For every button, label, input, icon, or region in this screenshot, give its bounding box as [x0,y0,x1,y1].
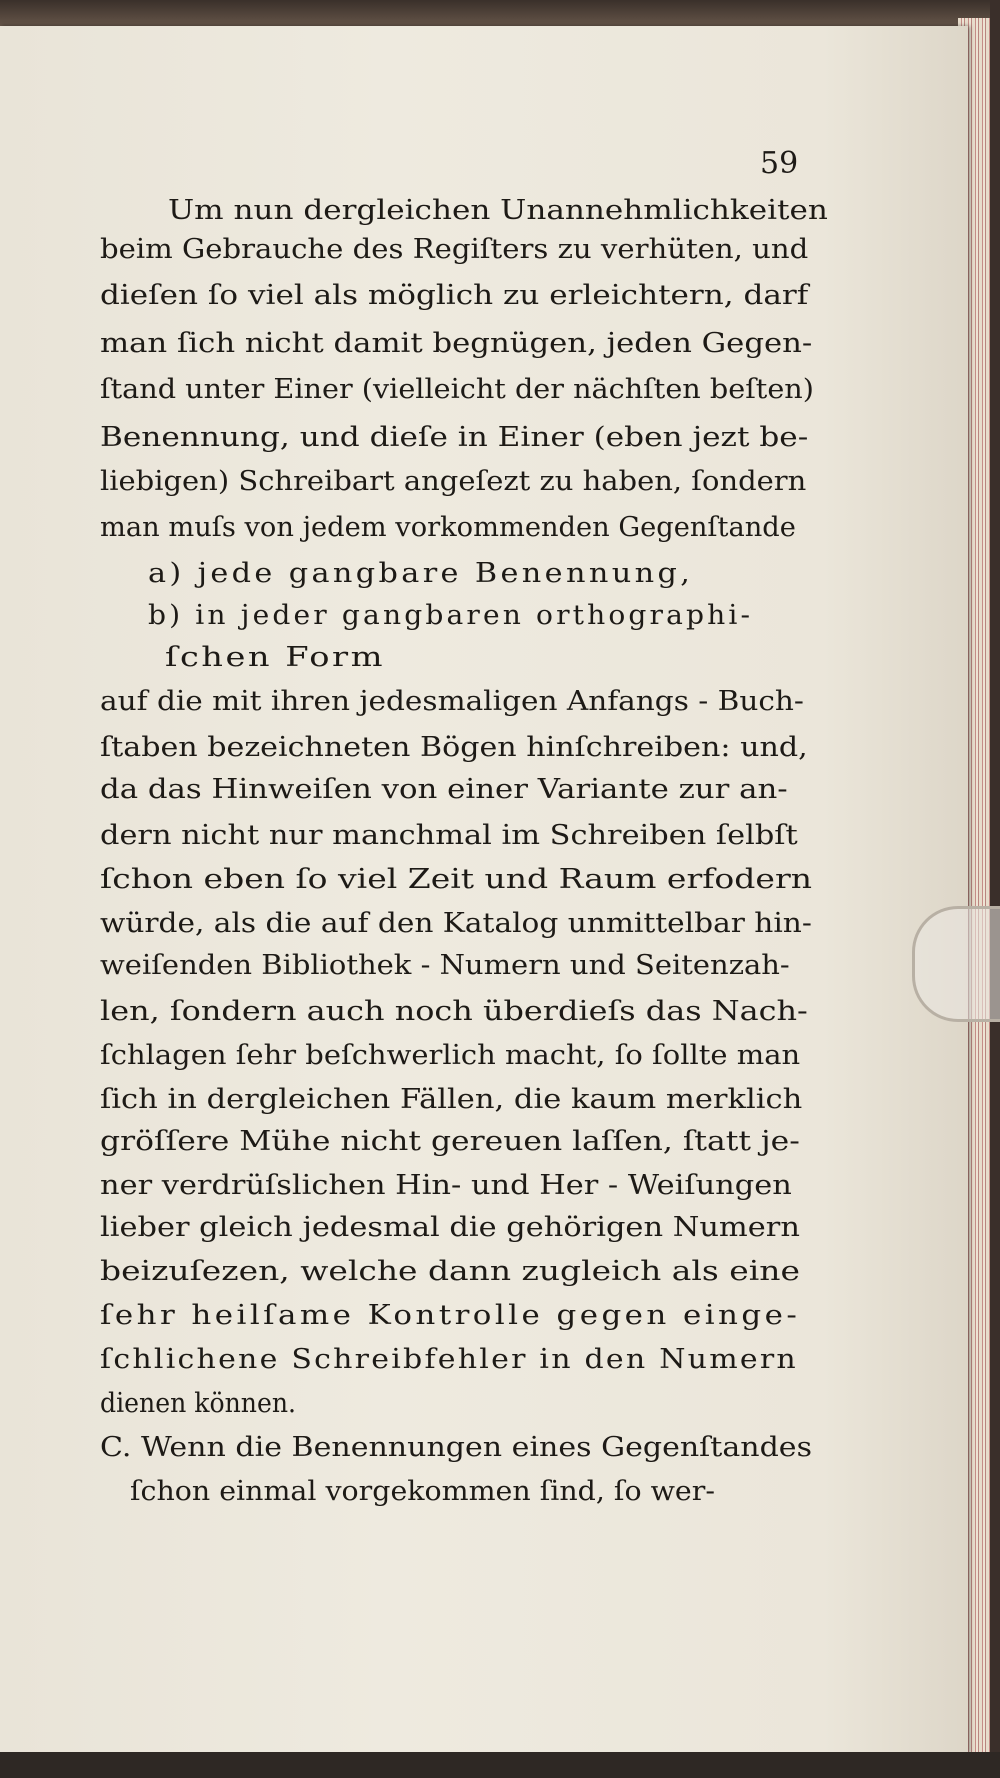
text-line: beim Gebrauche des Regiſters zu verhüten, und [100,234,809,265]
text-line: beizuſezen, welche dann zugleich als eine [100,1256,800,1287]
text-line: man muſs von jedem vorkommenden Gegenſtande [100,512,796,543]
text-line: da das Hinweiſen von einer Variante zur an- [100,774,788,805]
text-line: auf die mit ihren jedesmaligen Anfangs - Buch- [100,686,804,717]
text-line: würde, als die auf den Katalog unmittelbar hin- [100,908,812,939]
text-line: weiſenden Bibliothek - Numern und Seitenzah- [100,950,790,981]
text-line: gröſſere Mühe nicht gereuen laſſen, ſtatt je- [100,1126,800,1157]
text-line: dieſen ſo viel als möglich zu erleichtern, darf [100,280,809,311]
text-line: ſtand unter Einer (vielleicht der nächſten beſten) [100,374,814,405]
text-line: ſehr heilſame Kontrolle gegen einge- [100,1300,801,1331]
text-line: Um nun dergleichen Unannehmlichkeiten [168,195,828,226]
text-line: dienen können. [100,1388,297,1419]
book-bottom-edge [0,1752,1000,1778]
text-line: man ſich nicht damit begnügen, jeden Gegen- [100,328,813,359]
book-cover-edge [990,0,1000,1778]
text-line: ſchlichene Schreibfehler in den Numern [100,1344,798,1375]
text-line: ner verdrüſslichen Hin- und Her - Weiſungen [100,1170,792,1201]
text-line: ſtaben bezeichneten Bögen hinſchreiben: und, [100,732,808,763]
text-line: C. Wenn die Benennungen eines Gegenſtandes [100,1432,812,1463]
text-line: ſchlagen ſehr beſchwerlich macht, ſo ſollte man [100,1040,801,1071]
text-line: b) in jeder gangbaren orthographi- [148,600,754,631]
text-line: dern nicht nur manchmal im Schreiben ſelbſt [100,820,798,851]
page-number: 59 [760,146,799,181]
text-line: ſchen Form [165,642,386,673]
text-line: len, ſondern auch noch überdieſs das Nach- [100,996,808,1027]
text-line: ſchon einmal vorgekommen ſind, ſo wer- [130,1476,715,1507]
text-line: lieber gleich jedesmal die gehörigen Numern [100,1212,800,1243]
text-line: a) jede gangbare Benennung, [148,558,694,589]
text-line: liebigen) Schreibart angeſezt zu haben, ſondern [100,466,807,497]
text-line: Benennung, und dieſe in Einer (eben jezt be- [100,422,809,453]
text-line: ſchon eben ſo viel Zeit und Raum erfodern [100,864,812,895]
text-line: ſich in dergleichen Fällen, die kaum merklich [100,1084,803,1115]
